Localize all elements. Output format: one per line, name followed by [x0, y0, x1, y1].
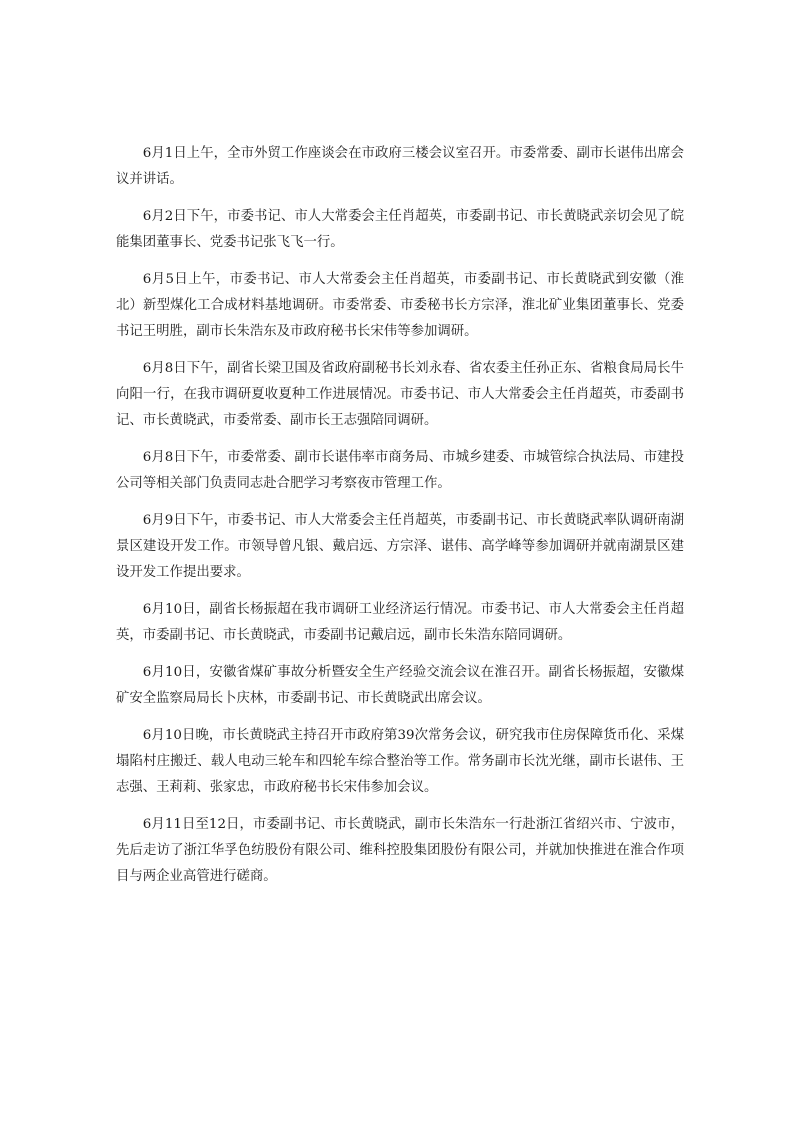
paragraph-1: 6月1日上午，全市外贸工作座谈会在市政府三楼会议室召开。市委常委、副市长谌伟出席会议并讲话。 — [116, 146, 684, 187]
paragraph-5: 6月8日下午，市委常委、副市长谌伟率市商务局、市城乡建委、市城管综合执法局、市建投公司等相关部门负责同志赴合肥学习考察夜市管理工作。 — [116, 450, 684, 491]
paragraph-7: 6月10日，副省长杨振超在我市调研工业经济运行情况。市委书记、市人大常委会主任肖超英，市委副书记、市长黄晓武，市委副书记戴启远，副市长朱浩东陪同调研。 — [116, 602, 684, 643]
paragraph-10: 6月11日至12日，市委副书记、市长黄晓武，副市长朱浩东一行赴浙江省绍兴市、宁波市，先后走访了浙江华孚色纺股份有限公司、维科控股集团股份有限公司，并就加快推进在淮合作项目与两企业高管进行磋商。 — [116, 817, 684, 884]
paragraph-6: 6月9日下午，市委书记、市人大常委会主任肖超英，市委副书记、市长黄晓武率队调研南湖景区建设开发工作。市领导曾凡银、戴启远、方宗泽、谌伟、高学峰等参加调研并就南湖景区建设开发工作提出要求。 — [116, 513, 684, 580]
paragraph-8: 6月10日，安徽省煤矿事故分析暨安全生产经验交流会议在淮召开。副省长杨振超，安徽煤矿安全监察局局长卜庆林，市委副书记、市长黄晓武出席会议。 — [116, 665, 684, 706]
document-body — [116, 141, 684, 901]
paragraph-2: 6月2日下午，市委书记、市人大常委会主任肖超英，市委副书记、市长黄晓武亲切会见了皖能集团董事长、党委书记张飞飞一行。 — [116, 209, 684, 250]
paragraph-4: 6月8日下午，副省长梁卫国及省政府副秘书长刘永春、省农委主任孙正东、省粮食局局长牛向阳一行，在我市调研夏收夏种工作进展情况。市委书记、市人大常委会主任肖超英，市委副书记、市长黄晓武，市委常委、副市长王志强陪同调研。 — [116, 361, 684, 428]
paragraph-9: 6月10日晚，市长黄晓武主持召开市政府第39次常务会议，研究我市住房保障货币化、采煤塌陷村庄搬迁、载人电动三轮车和四轮车综合整治等工作。常务副市长沈光继，副市长谌伟、王志强、王莉莉、张家忠，市政府秘书长宋伟参加会议。 — [116, 728, 684, 795]
paragraph-3: 6月5日上午，市委书记、市人大常委会主任肖超英，市委副书记、市长黄晓武到安徽（淮北）新型煤化工合成材料基地调研。市委常委、市委秘书长方宗泽，淮北矿业集团董事长、党委书记王明胜，副市长朱浩东及市政府秘书长宋伟等参加调研。 — [116, 272, 684, 339]
